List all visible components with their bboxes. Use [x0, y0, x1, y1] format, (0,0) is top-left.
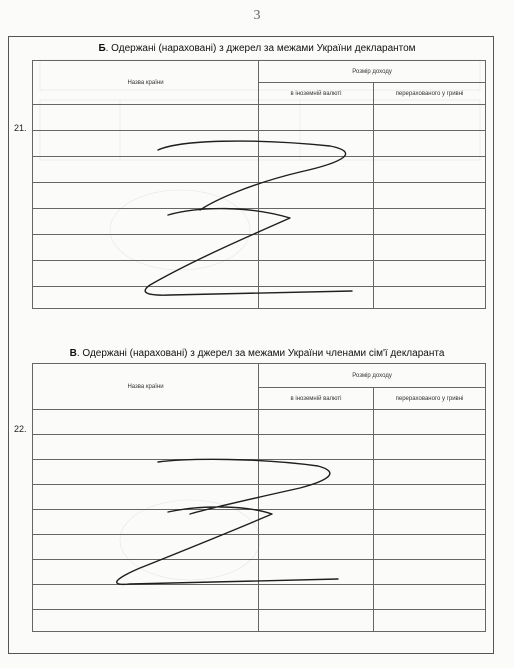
- table-cell: [259, 410, 374, 435]
- table-cell: [33, 585, 259, 610]
- table-cell: [259, 460, 374, 485]
- table-cell: [259, 585, 374, 610]
- table-cell: [374, 410, 486, 435]
- table-cell: [374, 183, 486, 209]
- table-cell: [259, 209, 374, 235]
- table-cell: [374, 485, 486, 510]
- section-v-table: [32, 363, 486, 632]
- table-cell: [374, 287, 486, 309]
- table-cell: [374, 460, 486, 485]
- table-cell: [374, 610, 486, 632]
- header-foreign-currency: в іноземній валюті: [259, 83, 374, 105]
- table-cell: [374, 585, 486, 610]
- section-v-title: [0, 348, 514, 359]
- table-cell: [33, 510, 259, 535]
- table-cell: [374, 435, 486, 460]
- table-cell: [33, 157, 259, 183]
- table-cell: [259, 105, 374, 131]
- header-country-name: Назва країни: [33, 364, 259, 410]
- table-cell: [374, 131, 486, 157]
- table-cell: [33, 183, 259, 209]
- table-cell: [374, 560, 486, 585]
- table-cell: [259, 183, 374, 209]
- header-income-size: Розмір доходу: [259, 364, 486, 388]
- header-in-uah: перерахованого у гривні: [374, 388, 486, 410]
- table-cell: [259, 261, 374, 287]
- table-cell: [259, 287, 374, 309]
- row-number-21: 21.: [14, 123, 27, 133]
- table-cell: [374, 235, 486, 261]
- table-cell: [259, 235, 374, 261]
- section-b-title-text: . Одержані (нараховані) з джерел за межами України декларантом: [105, 43, 416, 54]
- table-cell: [374, 105, 486, 131]
- table-cell: [259, 131, 374, 157]
- table-cell: [33, 535, 259, 560]
- table-cell: [33, 261, 259, 287]
- table-cell: [259, 510, 374, 535]
- header-in-uah: перерахованого у гривні: [374, 83, 486, 105]
- table-cell: [374, 535, 486, 560]
- header-country-name: Назва країни: [33, 61, 259, 105]
- table-cell: [259, 157, 374, 183]
- table-cell: [33, 235, 259, 261]
- row-number-22: 22.: [14, 424, 27, 434]
- table-cell: [374, 261, 486, 287]
- table-cell: [259, 435, 374, 460]
- table-cell: [259, 560, 374, 585]
- header-income-size: Розмір доходу: [259, 61, 486, 83]
- table-cell: [374, 209, 486, 235]
- table-cell: [374, 510, 486, 535]
- table-cell: [374, 157, 486, 183]
- table-cell: [259, 610, 374, 632]
- table-cell: [33, 560, 259, 585]
- table-cell: [33, 610, 259, 632]
- table-cell: [259, 485, 374, 510]
- section-b-letter: Б: [98, 43, 106, 54]
- section-v-title-text: . Одержані (нараховані) з джерел за межами України членами сім'ї декларанта: [76, 348, 445, 359]
- table-cell: [33, 435, 259, 460]
- section-v-letter: В: [69, 348, 77, 359]
- section-b-title: [0, 43, 514, 54]
- table-cell: [259, 535, 374, 560]
- table-cell: [33, 287, 259, 309]
- table-cell: [33, 485, 259, 510]
- table-cell: [33, 131, 259, 157]
- table-cell: [33, 460, 259, 485]
- table-cell: [33, 105, 259, 131]
- table-cell: [33, 410, 259, 435]
- table-cell: [33, 209, 259, 235]
- page-number: 3: [253, 8, 261, 23]
- header-foreign-currency: в іноземній валюті: [259, 388, 374, 410]
- section-b-table: [32, 60, 486, 309]
